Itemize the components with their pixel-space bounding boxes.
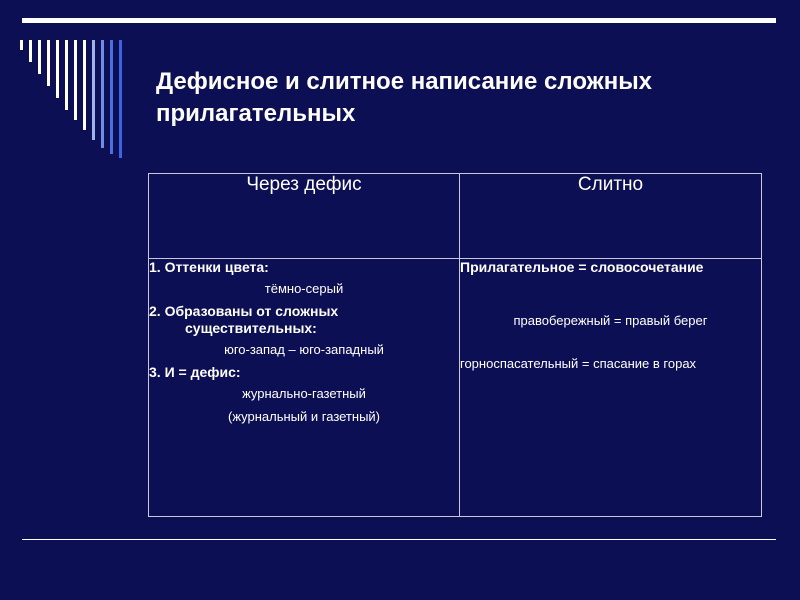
decorative-stripe — [101, 40, 104, 148]
header-solid: Слитно — [460, 174, 762, 259]
decorative-stripe — [20, 40, 23, 50]
decorative-stripe — [47, 40, 50, 86]
decorative-stripe — [56, 40, 59, 98]
bottom-divider-line — [22, 539, 776, 540]
example-mountain-rescue: горноспасательный = спасание в горах — [460, 356, 697, 371]
decorative-stripe — [119, 40, 122, 158]
example-compound-noun: юго-запад – юго-западный — [224, 342, 384, 357]
rule-adjective-phrase: Прилагательное = словосочетание — [460, 259, 704, 275]
slide-title: Дефисное и слитное написание сложных прилагательных — [156, 68, 653, 127]
decorative-stripes — [20, 40, 132, 160]
solid-rules-cell — [460, 259, 762, 517]
comparison-table — [148, 173, 762, 517]
top-divider-line — [22, 18, 776, 23]
decorative-stripe — [110, 40, 113, 154]
rule-compound-nouns-cont: существительных: — [185, 320, 317, 336]
example-and-hyphen: журнально-газетный — [242, 386, 366, 401]
hyphenated-rules-cell — [149, 259, 460, 517]
table-header-row — [149, 174, 762, 259]
header-hyphenated: Через дефис — [149, 174, 460, 259]
example-color-shade: тёмно-серый — [264, 281, 344, 296]
rule-compound-nouns: 2. Образованы от сложных — [149, 303, 339, 319]
decorative-stripe — [38, 40, 41, 74]
table-body-row — [149, 259, 762, 517]
decorative-stripe — [29, 40, 32, 62]
decorative-stripe — [83, 40, 86, 130]
decorative-stripe — [92, 40, 95, 140]
example-right-bank: правобережный = правый берег — [513, 313, 708, 328]
rule-color-shades: 1. Оттенки цвета: — [149, 259, 269, 275]
decorative-stripe — [65, 40, 68, 110]
decorative-stripe — [74, 40, 77, 120]
rule-and-equals-hyphen: 3. И = дефис: — [149, 364, 241, 380]
example-and-hyphen-explanation: (журнальный и газетный) — [227, 409, 380, 424]
